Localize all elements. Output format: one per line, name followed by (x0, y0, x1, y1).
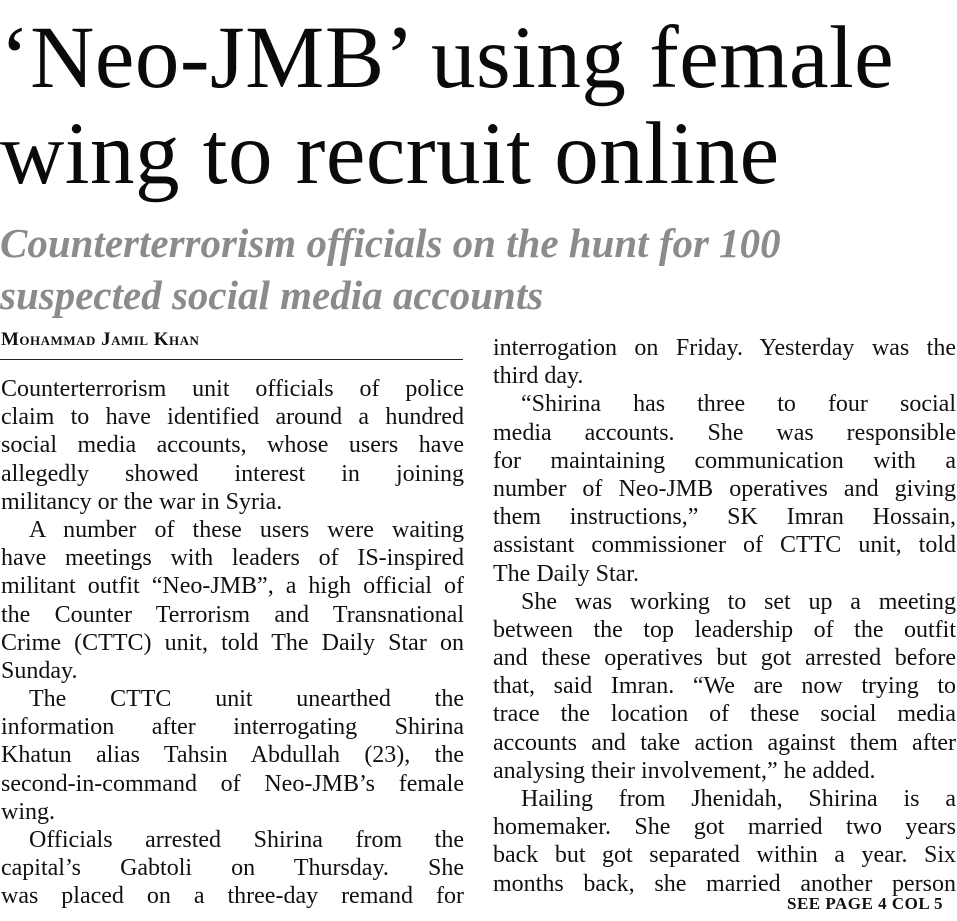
text-line: that, said Imran. “We are now trying to (493, 673, 956, 700)
text-line: and these operatives but got arrested before (493, 645, 956, 672)
headline-line-2: wing to recruit online (0, 105, 780, 203)
text-line: trace the location of these social media (493, 701, 956, 728)
text-line: information after interrogating Shirina (1, 714, 464, 741)
byline-divider (0, 359, 463, 360)
subheadline-line-1: Counterterrorism officials on the hunt for 100 (0, 220, 781, 266)
text-line: A number of these users were waiting (29, 516, 464, 543)
text-line: have meetings with leaders of IS-inspired (1, 545, 464, 572)
headline (0, 10, 957, 202)
text-line: She was working to set up a meeting (521, 588, 956, 615)
text-line: Khatun alias Tahsin Abdullah (23), the (1, 742, 464, 769)
headline-line-1: ‘Neo-JMB’ using female (0, 9, 895, 107)
continued-on-page-note: SEE PAGE 4 COL 5 (787, 894, 943, 913)
text-line: Counterterrorism unit officials of police (1, 376, 464, 402)
text-line: them instructions,” SK Imran Hossain, (493, 504, 956, 531)
text-line: number of Neo-JMB operatives and giving (493, 475, 956, 502)
text-line: interrogation on Friday. Yesterday was the (493, 335, 956, 361)
text-line: third day. (493, 363, 584, 390)
text-line: media accounts. She was responsible (493, 419, 956, 446)
text-line: second-in-command of Neo-JMB’s female (1, 770, 464, 797)
text-line: militant outfit “Neo-JMB”, a high official of (1, 573, 464, 600)
text-line: between the top leadership of the outfit (493, 616, 956, 643)
text-line: Sunday. (1, 657, 78, 684)
text-line: capital’s Gabtoli on Thursday. She (1, 855, 464, 882)
text-line: Officials arrested Shirina from the (29, 827, 464, 853)
text-line: was placed on a three-day remand for (1, 883, 464, 910)
byline: Mohammad Jamil Khan (1, 329, 200, 350)
text-line: assistant commissioner of CTTC unit, told (493, 532, 956, 559)
text-line: the Counter Terrorism and Transnational (1, 601, 464, 628)
text-line: The CTTC unit unearthed the (29, 686, 464, 713)
text-line: months back, she married another person (493, 870, 956, 897)
text-line: claim to have identified around a hundred (1, 404, 464, 431)
text-line: Crime (CTTC) unit, told The Daily Star on (1, 629, 464, 656)
article-column-2 (493, 334, 956, 898)
text-line: Hailing from Jhenidah, Shirina is a (521, 786, 956, 812)
subheadline-line-2: suspected social media accounts (0, 272, 544, 318)
text-line: back but got separated within a year. Six (493, 842, 956, 869)
text-line: for maintaining communication with a (493, 447, 956, 474)
text-line: social media accounts, whose users have (1, 432, 464, 459)
text-line: The Daily Star. (493, 560, 639, 587)
text-line: homemaker. She got married two years (493, 814, 956, 841)
text-line: analysing their involvement,” he added. (493, 757, 876, 784)
text-line: wing. (1, 798, 55, 825)
text-line: accounts and take action against them after (493, 729, 956, 756)
subheadline (0, 217, 957, 321)
text-line: “Shirina has three to four social (521, 391, 956, 418)
text-line: allegedly showed interest in joining (1, 460, 464, 487)
article-column-1 (1, 375, 464, 911)
text-line: militancy or the war in Syria. (1, 488, 283, 515)
